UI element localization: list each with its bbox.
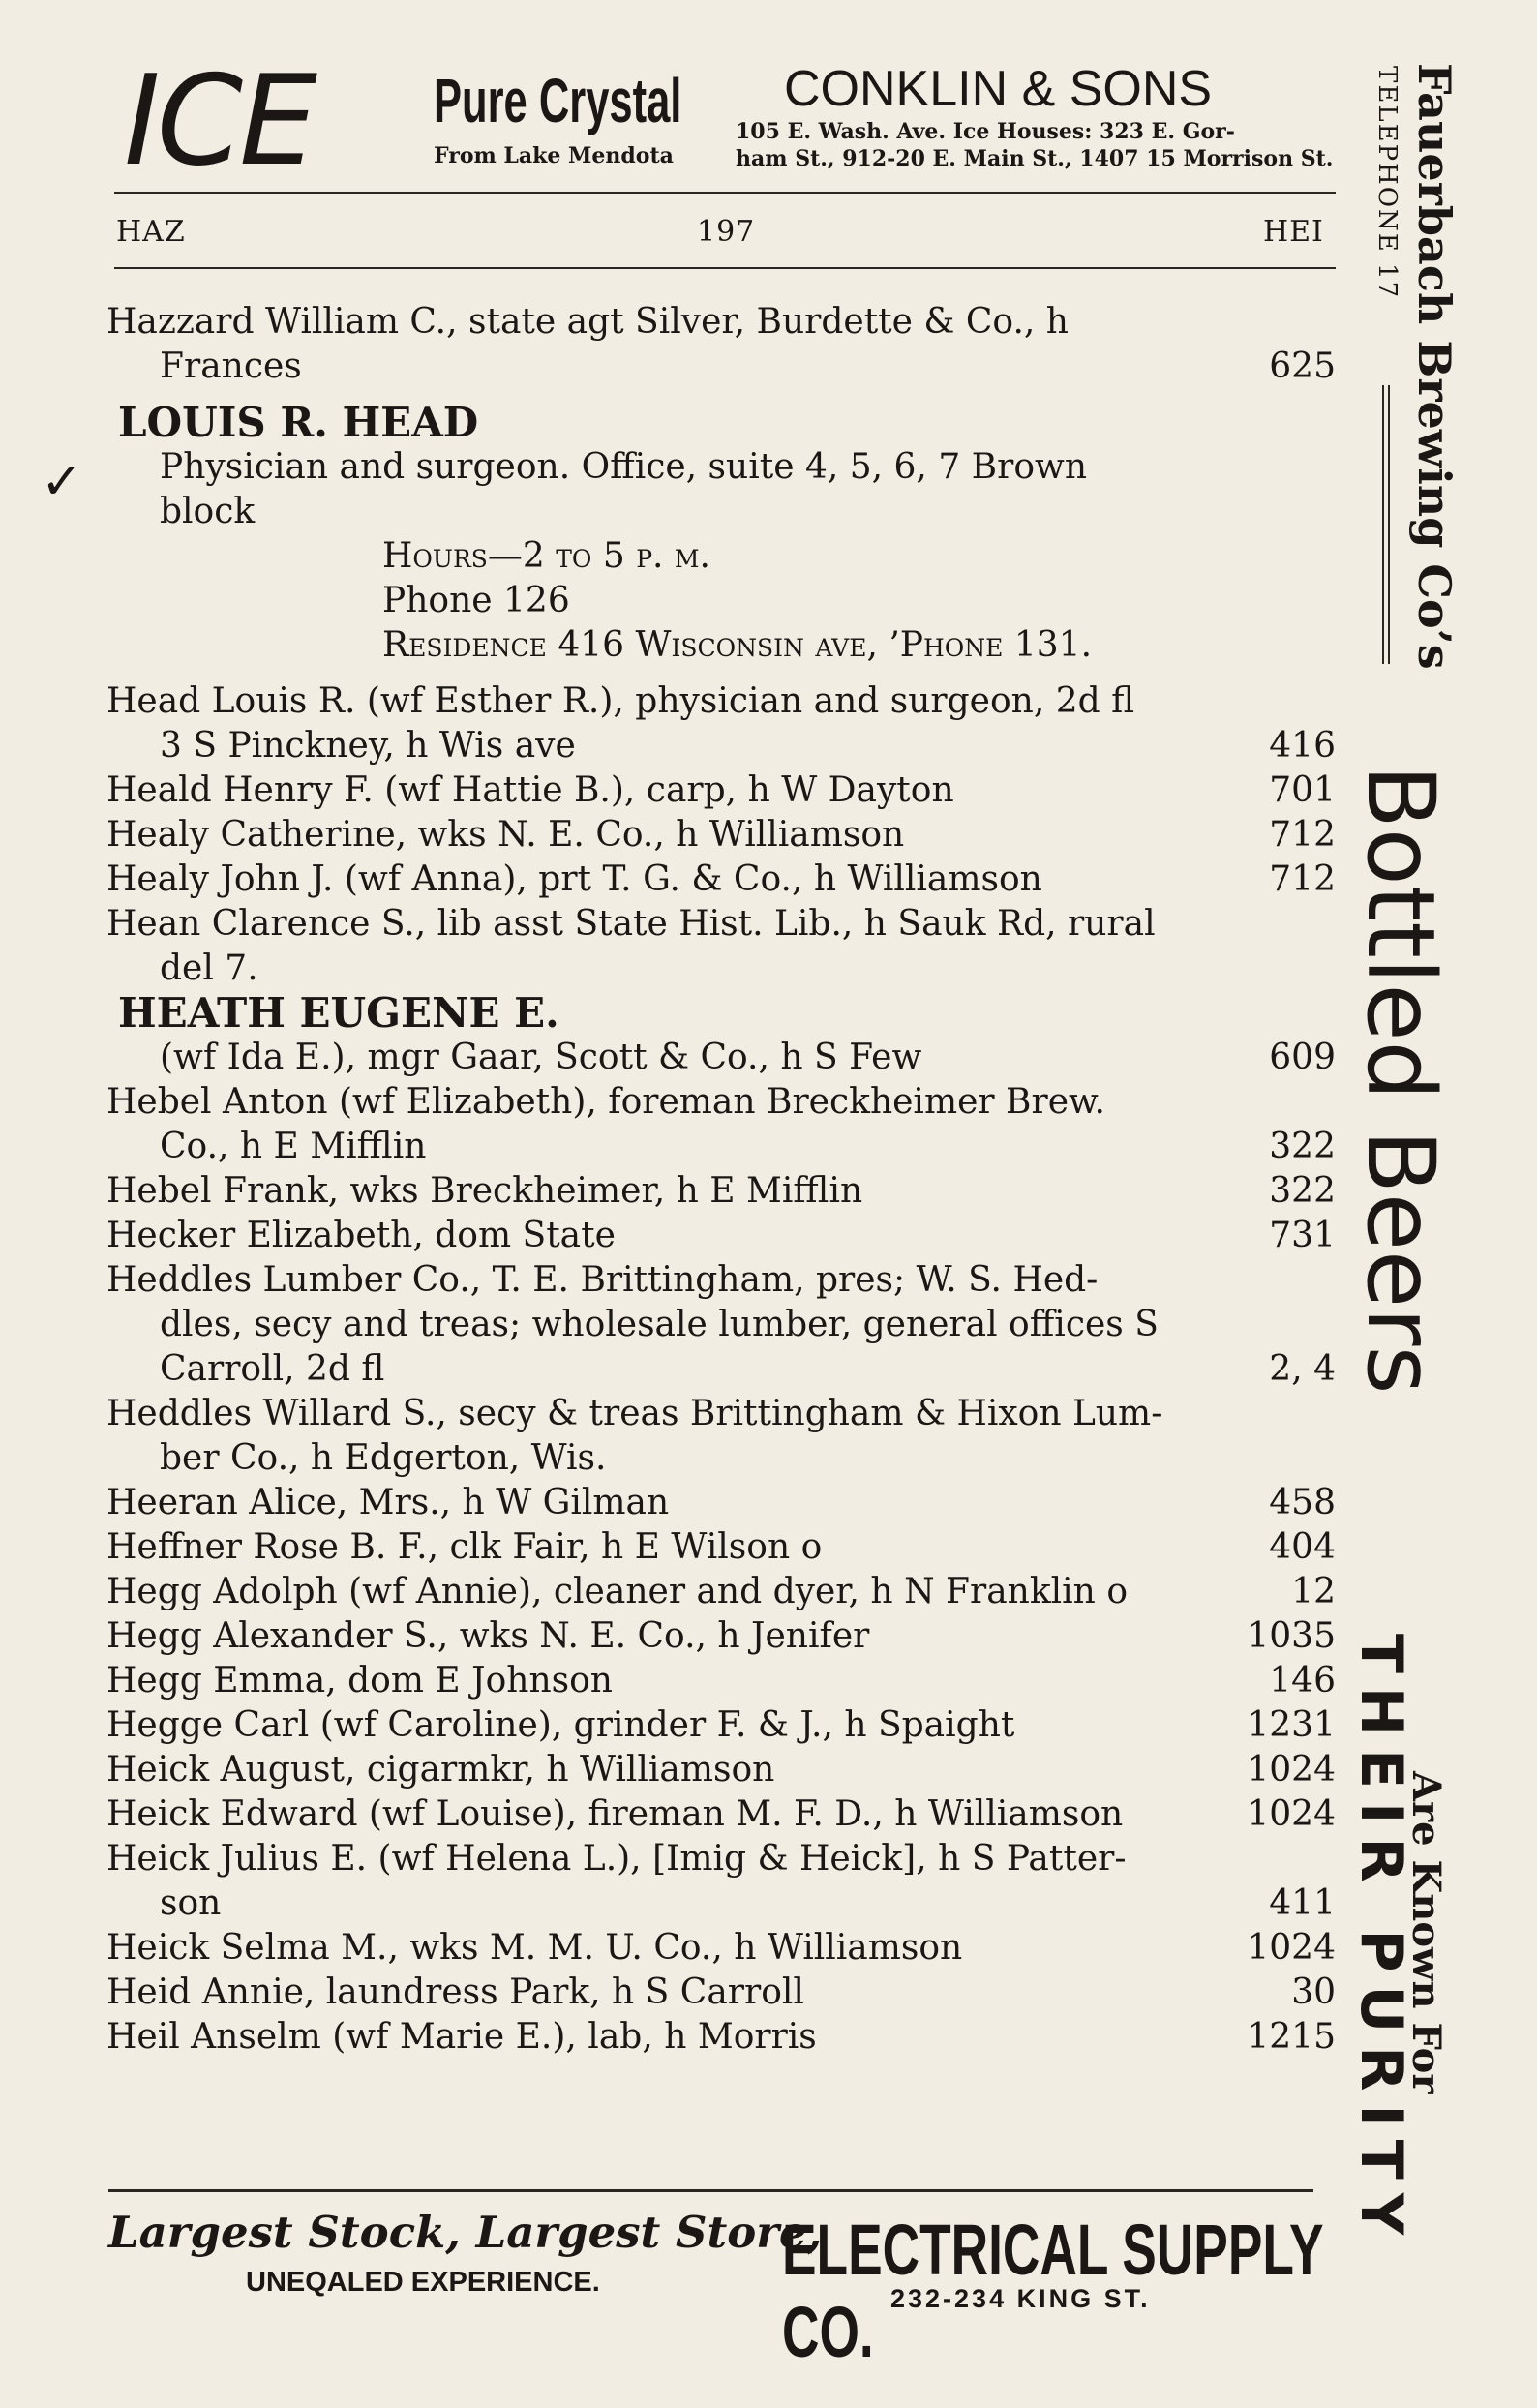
house-number: 1024: [1247, 1928, 1336, 1968]
listing-text: LOUIS R. HEAD: [118, 399, 479, 446]
listing-line: [106, 579, 1336, 623]
listing-text: dles, secy and treas; wholesale lumber, general offices S: [160, 1305, 1159, 1344]
listing-text: Heddles Lumber Co., T. E. Brittingham, pres; W. S. Hed-: [106, 1260, 1099, 1300]
listing-line: [106, 902, 1336, 947]
listing-text: Heeran Alice, Mrs., h W Gilman: [106, 1483, 670, 1522]
address-line-2: ham St., 912-20 E. Main St., 1407 15 Morrison St.: [736, 146, 1334, 171]
listing-line: [106, 724, 1336, 768]
listing-text: Carroll, 2d fl: [160, 1349, 385, 1389]
spacer: [106, 668, 1336, 679]
listing-text: Heald Henry F. (wf Hattie B.), carp, h W Dayton: [106, 770, 954, 810]
listing-text: Hegg Emma, dom E Johnson: [106, 1661, 613, 1701]
listing-line: [106, 1659, 1336, 1703]
listing-text: Co., h E Mifflin: [160, 1127, 427, 1166]
house-number: 1024: [1247, 1750, 1336, 1790]
listing-line: [106, 1703, 1336, 1748]
house-number: 30: [1291, 1972, 1336, 2012]
house-number: 404: [1269, 1527, 1336, 1567]
listing-heading: [106, 401, 1336, 445]
house-number: 1215: [1247, 2017, 1336, 2057]
listing-text: Hebel Frank, wks Breckheimer, h E Mifflin: [106, 1171, 863, 1211]
listing-line: [106, 1881, 1336, 1926]
listing-text: Hours—2 to 5 p. m.: [382, 536, 710, 576]
listing-line: [106, 858, 1336, 902]
listing-text: Heil Anselm (wf Marie E.), lab, h Morris: [106, 2017, 817, 2057]
listing-text: Heick Julius E. (wf Helena L.), [Imig & Heick], h S Patter-: [106, 1839, 1127, 1879]
house-number: 1231: [1247, 1705, 1336, 1745]
listing-text: Heick Selma M., wks M. M. U. Co., h Williamson: [106, 1928, 963, 1968]
listing-text: Heick August, cigarmkr, h Williamson: [106, 1750, 775, 1790]
running-head-right: HEI: [1263, 215, 1324, 249]
house-number: 1024: [1247, 1794, 1336, 1834]
known-for-text: Are Known For: [1403, 1771, 1449, 2094]
listing-text: Hean Clarence S., lib asst State Hist. Lib., h Sauk Rd, rural: [106, 904, 1156, 944]
listing-line: [106, 1125, 1336, 1169]
listing-text: del 7.: [160, 948, 258, 988]
listing-line: [106, 1926, 1336, 1971]
check-mark-icon: ✓: [41, 453, 83, 511]
purity-text: THEIR PURITY: [1347, 1634, 1415, 2249]
listing-line: [106, 1481, 1336, 1525]
listing-text: Hegge Carl (wf Caroline), grinder F. & J., h Spaight: [106, 1705, 1015, 1745]
listing-line: [106, 1392, 1336, 1436]
listing-line: [106, 1525, 1336, 1570]
ice-company-name: CONKLIN & SONS: [784, 61, 1213, 117]
listing-text: (wf Ida E.), mgr Gaar, Scott & Co., h S Few: [160, 1038, 922, 1077]
listing-text: 3 S Pinckney, h Wis ave: [160, 726, 576, 766]
electrical-company-address: 232-234 KING ST.: [890, 2284, 1151, 2313]
listing-text: Residence 416 Wisconsin ave, ’Phone 131.: [382, 625, 1093, 665]
listing-text: block: [160, 492, 256, 531]
side-ad-divider: [1382, 385, 1390, 664]
listing-line: [106, 947, 1336, 991]
listing-line: [106, 1169, 1336, 1214]
listing-line: [106, 623, 1336, 668]
listing-line: [106, 1303, 1336, 1347]
listing-line: [106, 679, 1336, 724]
listing-text: Hazzard William C., state agt Silver, Burdette & Co., h: [106, 302, 1069, 342]
listing-text: Heffner Rose B. F., clk Fair, h E Wilson o: [106, 1527, 823, 1567]
listing-line: [106, 1614, 1336, 1659]
house-number: 1035: [1247, 1616, 1336, 1656]
ice-ad-logo: ICE: [124, 49, 314, 194]
listing-text: Phone 126: [382, 581, 570, 620]
listing-line: [106, 813, 1336, 858]
listing-text: Physician and surgeon. Office, suite 4, 5, 6, 7 Brown: [160, 447, 1088, 487]
listing-line: [106, 2015, 1336, 2060]
address-line-1: 105 E. Wash. Ave. Ice Houses: 323 E. Gor-: [736, 119, 1235, 144]
house-number: 416: [1269, 726, 1336, 766]
listing-text: Heid Annie, laundress Park, h S Carroll: [106, 1972, 804, 2012]
electrical-slogan: Largest Stock, Largest Store,: [108, 2207, 823, 2258]
directory-listings: [106, 300, 1336, 2060]
bottled-beers-text: Bottled Beers: [1346, 765, 1455, 1395]
listing-line: [106, 300, 1336, 345]
listing-line: [106, 1036, 1336, 1080]
brewery-name: Fauerbach Brewing Co’s: [1408, 63, 1461, 670]
house-number: 458: [1269, 1483, 1336, 1522]
brewery-telephone: TELEPHONE 17: [1372, 66, 1401, 300]
listing-line: [106, 1258, 1336, 1303]
house-number: 411: [1269, 1883, 1336, 1923]
house-number: 731: [1269, 1216, 1336, 1255]
running-head-left: HAZ: [116, 215, 186, 249]
house-number: 2, 4: [1269, 1349, 1336, 1389]
listing-line: [106, 1436, 1336, 1481]
listing-line: [106, 1971, 1336, 2015]
listing-text: Head Louis R. (wf Esther R.), physician and surgeon, 2d fl: [106, 681, 1135, 721]
listing-text: HEATH EUGENE E.: [118, 989, 559, 1037]
electrical-company-name: ELECTRICAL SUPPLY CO.: [782, 2210, 1323, 2372]
listing-line: [106, 490, 1336, 534]
listing-line: [106, 1792, 1336, 1837]
listing-line: [106, 768, 1336, 813]
house-number: 322: [1269, 1127, 1336, 1166]
house-number: 712: [1269, 859, 1336, 899]
house-number: 322: [1269, 1171, 1336, 1211]
house-number: 146: [1269, 1661, 1336, 1701]
from-lake-text: From Lake Mendota: [434, 143, 674, 168]
listing-line: [106, 1570, 1336, 1614]
top-rule: [114, 192, 1336, 194]
listing-text: son: [160, 1883, 222, 1923]
listing-line: [106, 445, 1336, 490]
listing-text: Healy Catherine, wks N. E. Co., h Williamson: [106, 815, 905, 855]
experience-text: UNEQALED EXPERIENCE.: [246, 2267, 600, 2298]
house-number: 701: [1269, 770, 1336, 810]
house-number: 625: [1269, 346, 1336, 386]
listing-text: Healy John J. (wf Anna), prt T. G. & Co., h Williamson: [106, 859, 1042, 899]
running-head-rule: [114, 267, 1336, 269]
listing-text: Hebel Anton (wf Elizabeth), foreman Breckheimer Brew.: [106, 1082, 1105, 1122]
house-number: 712: [1269, 815, 1336, 855]
listing-text: Hegg Alexander S., wks N. E. Co., h Jenifer: [106, 1616, 870, 1656]
listing-text: Hegg Adolph (wf Annie), cleaner and dyer, h N Franklin o: [106, 1572, 1128, 1611]
listing-text: Heddles Willard S., secy & treas Brittingham & Hixon Lum-: [106, 1394, 1163, 1433]
listing-text: ber Co., h Edgerton, Wis.: [160, 1438, 607, 1478]
pure-crystal-heading: Pure Crystal: [434, 66, 682, 135]
listing-line: [106, 1214, 1336, 1258]
listing-line: [106, 1748, 1336, 1792]
bottom-rule: [108, 2189, 1313, 2192]
page-number: 197: [697, 215, 756, 249]
house-number: 609: [1269, 1038, 1336, 1077]
listing-text: Frances: [160, 346, 302, 386]
listing-line: [106, 1837, 1336, 1881]
listing-heading: [106, 991, 1336, 1036]
listing-line: [106, 1080, 1336, 1125]
listing-text: Heick Edward (wf Louise), fireman M. F. D., h Williamson: [106, 1794, 1124, 1834]
ice-company-address: [736, 118, 1336, 172]
listing-line: [106, 1347, 1336, 1392]
listing-line: [106, 534, 1336, 579]
house-number: 12: [1291, 1572, 1336, 1611]
listing-text: Hecker Elizabeth, dom State: [106, 1216, 616, 1255]
listing-line: [106, 345, 1336, 389]
